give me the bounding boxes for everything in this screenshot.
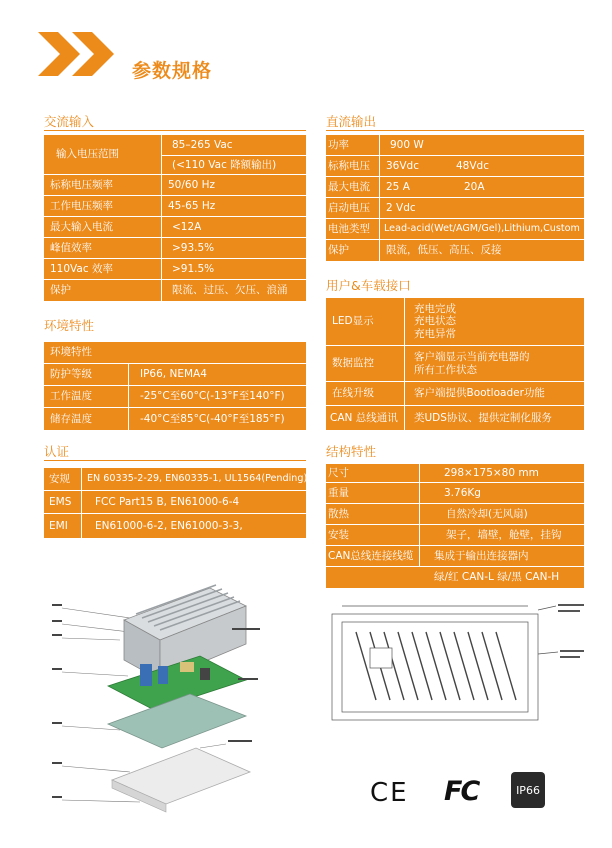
page-title: 参数规格	[132, 60, 213, 82]
user-line: 充电异常	[414, 327, 456, 340]
dc-table	[326, 135, 584, 261]
dc-value: 36Vdc	[386, 159, 419, 172]
ac-heading: 交流输入	[44, 114, 95, 129]
ac-label: 工作电压频率	[50, 199, 113, 212]
cert-heading: 认证	[44, 444, 70, 459]
struct-row	[326, 546, 584, 567]
ac-row	[44, 280, 306, 301]
cert-row	[44, 468, 306, 491]
dc-value-2: 48Vdc	[456, 159, 489, 172]
env-header-row	[44, 342, 306, 364]
env-label: 工作温度	[50, 390, 92, 403]
env-table	[44, 342, 306, 430]
cert-label: 安规	[49, 472, 70, 485]
ac-value: 45-65 Hz	[168, 199, 216, 212]
user-table	[326, 298, 584, 430]
struct-row	[326, 525, 584, 546]
user-label: 在线升级	[332, 387, 374, 400]
env-row	[44, 364, 306, 386]
ac-value: (<110 Vac 降额输出)	[172, 158, 277, 171]
user-label: 数据监控	[332, 357, 374, 370]
struct-label: 重量	[328, 486, 349, 499]
env-header: 环境特性	[50, 346, 92, 359]
user-value: 类UDS协议、提供定制化服务	[414, 411, 552, 424]
user-heading: 用户&车载接口	[326, 278, 411, 293]
user-row	[326, 406, 584, 430]
exploded-view-image	[50, 580, 310, 828]
ac-value: 限流、过压、欠压、浪涌	[172, 284, 288, 297]
cert-label: EMI	[49, 519, 68, 532]
ac-row	[44, 259, 306, 280]
dc-label: 功率	[328, 138, 349, 151]
struct-heading: 结构特性	[326, 444, 377, 459]
struct-table	[326, 464, 584, 588]
struct-value: 自然冷却(无风扇)	[446, 507, 528, 520]
struct-row	[326, 504, 584, 525]
dc-row	[326, 240, 584, 261]
env-heading: 环境特性	[44, 318, 95, 333]
dc-row	[326, 156, 584, 177]
dc-row	[326, 198, 584, 219]
struct-value: 绿/红 CAN-L 绿/黑 CAN-H	[434, 571, 560, 584]
ac-label: 保护	[50, 284, 71, 297]
dimension-drawing-image	[326, 600, 588, 730]
struct-value: 3.76Kg	[444, 486, 481, 499]
struct-label: 尺寸	[328, 466, 349, 479]
dc-value: 2 Vdc	[386, 201, 416, 214]
cert-value: EN 60335-2-29, EN60335-1, UL1564(Pending)	[87, 473, 308, 485]
ac-row	[44, 196, 306, 217]
ac-label: 标称电压频率	[50, 178, 113, 191]
user-row	[326, 298, 584, 346]
ac-label: 峰值效率	[50, 241, 92, 254]
dc-label: 标称电压	[328, 159, 370, 172]
struct-label: 安装	[328, 528, 349, 541]
cert-row	[44, 514, 306, 538]
dc-heading: 直流输出	[326, 114, 377, 129]
dc-value: 900 W	[390, 138, 424, 151]
user-value: 客户端提供Bootloader功能	[414, 387, 545, 400]
user-line: 充电完成	[414, 303, 456, 316]
env-value: -25°C至60°C(-13°F至140°F)	[140, 390, 285, 403]
user-line: 充电状态	[414, 315, 456, 328]
env-label: 储存温度	[50, 412, 92, 425]
dc-heading-rule	[326, 130, 584, 131]
cert-value: FCC Part15 B, EN61000-6-4	[95, 495, 240, 508]
dc-label: 最大电流	[328, 180, 370, 193]
ac-value: <12A	[172, 220, 202, 233]
env-row	[44, 408, 306, 430]
user-row	[326, 346, 584, 382]
user-line: 客户端显示当前充电器的	[414, 351, 530, 364]
ce-logo-icon: CE	[370, 778, 409, 808]
env-label: 防护等级	[50, 368, 92, 381]
ac-row	[44, 175, 306, 196]
struct-label: 散热	[328, 507, 349, 520]
dc-row	[326, 219, 584, 240]
ac-value: >93.5%	[172, 241, 215, 254]
struct-value: 架子，墙壁，舱壁，挂钩	[446, 528, 562, 541]
env-value: -40°C至85°C(-40°F至185°F)	[140, 412, 285, 425]
dc-label: 电池类型	[328, 222, 370, 235]
dc-value: 限流，低压、高压、反接	[386, 244, 502, 257]
ac-label: 110Vac 效率	[50, 262, 113, 275]
ac-label: 输入电压范围	[56, 148, 119, 161]
struct-value: 298×175×80 mm	[444, 466, 539, 479]
ac-row	[44, 238, 306, 259]
env-value: IP66, NEMA4	[140, 368, 207, 381]
ac-row	[44, 217, 306, 238]
user-line: 所有工作状态	[414, 363, 477, 376]
user-value	[414, 298, 456, 345]
dc-label: 启动电压	[328, 201, 370, 214]
user-row	[326, 382, 584, 406]
cert-row	[44, 491, 306, 514]
ac-label: 最大输入电流	[50, 220, 113, 233]
cert-heading-rule	[44, 460, 306, 461]
struct-label: CAN总线连接线缆	[328, 549, 414, 562]
user-value	[414, 346, 530, 381]
chevron-logo-icon	[36, 26, 116, 82]
dc-row	[326, 177, 584, 198]
ip66-badge: IP66	[511, 772, 545, 808]
dc-value: 25 A	[386, 180, 410, 193]
dc-label: 保护	[328, 244, 349, 257]
dc-value: Lead-acid(Wet/AGM/Gel),Lithium,Custom	[384, 223, 580, 235]
struct-row	[326, 567, 584, 588]
dc-value-2: 20A	[464, 180, 485, 193]
ac-value: 85–265 Vac	[172, 138, 233, 151]
struct-row	[326, 483, 584, 504]
ac-table	[44, 135, 306, 301]
ac-value: >91.5%	[172, 262, 215, 275]
cert-label: EMS	[49, 495, 72, 508]
cert-table	[44, 468, 306, 538]
user-label: LED显示	[332, 315, 374, 328]
env-row	[44, 386, 306, 408]
ac-value: 50/60 Hz	[168, 178, 216, 191]
struct-row	[326, 464, 584, 483]
dc-row	[326, 135, 584, 156]
fcc-logo-icon: FC	[444, 776, 479, 807]
struct-value: 集成于输出连接器内	[434, 549, 529, 562]
user-label: CAN 总线通讯	[330, 411, 398, 424]
cert-value: EN61000-6-2, EN61000-3-3,	[95, 519, 243, 532]
ac-heading-rule	[44, 130, 306, 131]
